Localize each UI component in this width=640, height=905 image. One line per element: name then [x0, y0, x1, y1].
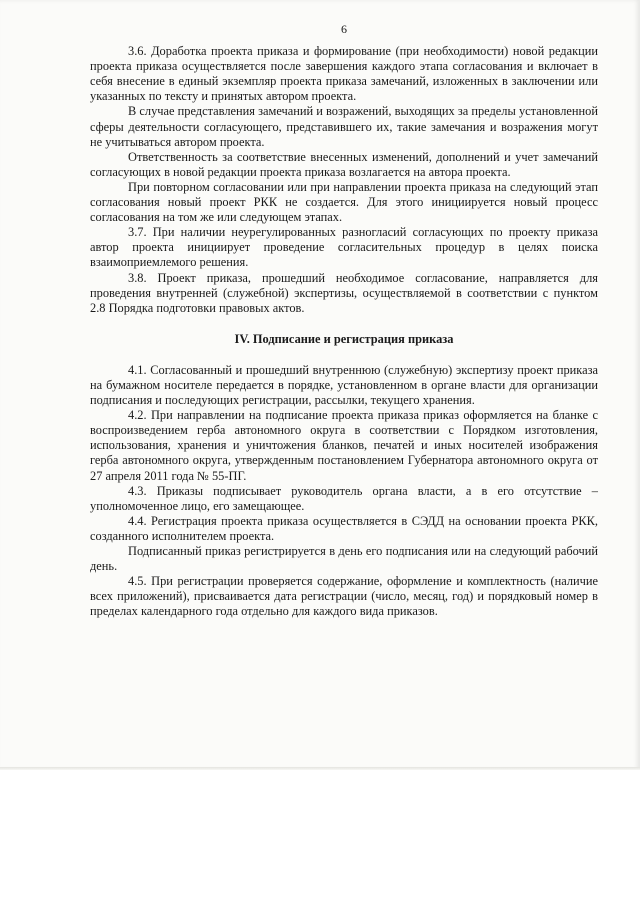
- paragraph-repeat-approval: При повторном согласовании или при направлении проекта приказа на следующий этап согласования новый проект РКК не создается. Для этого инициируется новый процесс согласования на том же или следующем этапах.: [90, 179, 598, 225]
- paragraph-4-5: 4.5. При регистрации проверяется содержание, оформление и комплектность (наличие всех приложений), присваивается дата регистрации (число, месяц, год) и порядковый номер в пределах календарного года отдельно для каждого вида приказов.: [90, 574, 598, 619]
- blank-area: [0, 770, 640, 905]
- paragraph-4-2: 4.2. При направлении на подписание проекта приказа приказ оформляется на бланке с воспроизведением герба автономного округа в соответствии с Порядком изготовления, использования, хранения и уничтожения бланков, печатей и иных носителей изображения герба автономного округа, утвержденным постановлением Губернатора автономного округа от 27 апреля 2011 года № 55-ПГ.: [90, 408, 598, 483]
- paragraph-objections: В случае представления замечаний и возражений, выходящих за пределы установленной сферы деятельности согласующего, представившего их, такие замечания и возражения могут не учитываться автором проекта.: [90, 104, 598, 149]
- section-heading: IV. Подписание и регистрация приказа: [234, 331, 454, 346]
- paragraph-3-6: 3.6. Доработка проекта приказа и формирование (при необходимости) новой редакции проекта приказа осуществляется после завершения каждого этапа согласования и включает в себя внесение в единый экземпляр проекта приказа замечаний, изложенных в заключении или указанных по тексту и принятых автором проекта.: [90, 44, 598, 104]
- document-body: [90, 22, 598, 619]
- paragraph-registration-day: Подписанный приказ регистрируется в день его подписания или на следующий рабочий день.: [90, 544, 598, 574]
- paragraph-4-3: 4.3. Приказы подписывает руководитель органа власти, а в его отсутствие – уполномоченное лицо, его замещающее.: [90, 483, 598, 513]
- paragraph-4-4: 4.4. Регистрация проекта приказа осуществляется в СЭДД на основании проекта РКК, созданного исполнителем проекта.: [90, 513, 598, 543]
- paragraph-3-8: 3.8. Проект приказа, прошедший необходимое согласование, направляется для проведения внутренней (служебной) экспертизы, осуществляемой в соответствии с пунктом 2.8 Порядка подготовки правовых актов.: [90, 270, 598, 315]
- page-number: 6: [341, 22, 347, 36]
- paragraph-4-1: 4.1. Согласованный и прошедший внутреннюю (служебную) экспертизу проект приказа на бумажном носителе передается в порядке, установленном в органе власти для организации подписания и последующих регистрации, рассылки, текущего хранения.: [90, 362, 598, 408]
- paragraph-responsibility: Ответственность за соответствие внесенных изменений, дополнений и учет замечаний согласующих в новой редакции проекта приказа возлагается на автора проекта.: [90, 149, 598, 179]
- paragraph-3-7: 3.7. При наличии неурегулированных разногласий согласующих по проекту приказа автор проекта инициирует проведение согласительных процедур в целях поиска взаимоприемлемого решения.: [90, 225, 598, 270]
